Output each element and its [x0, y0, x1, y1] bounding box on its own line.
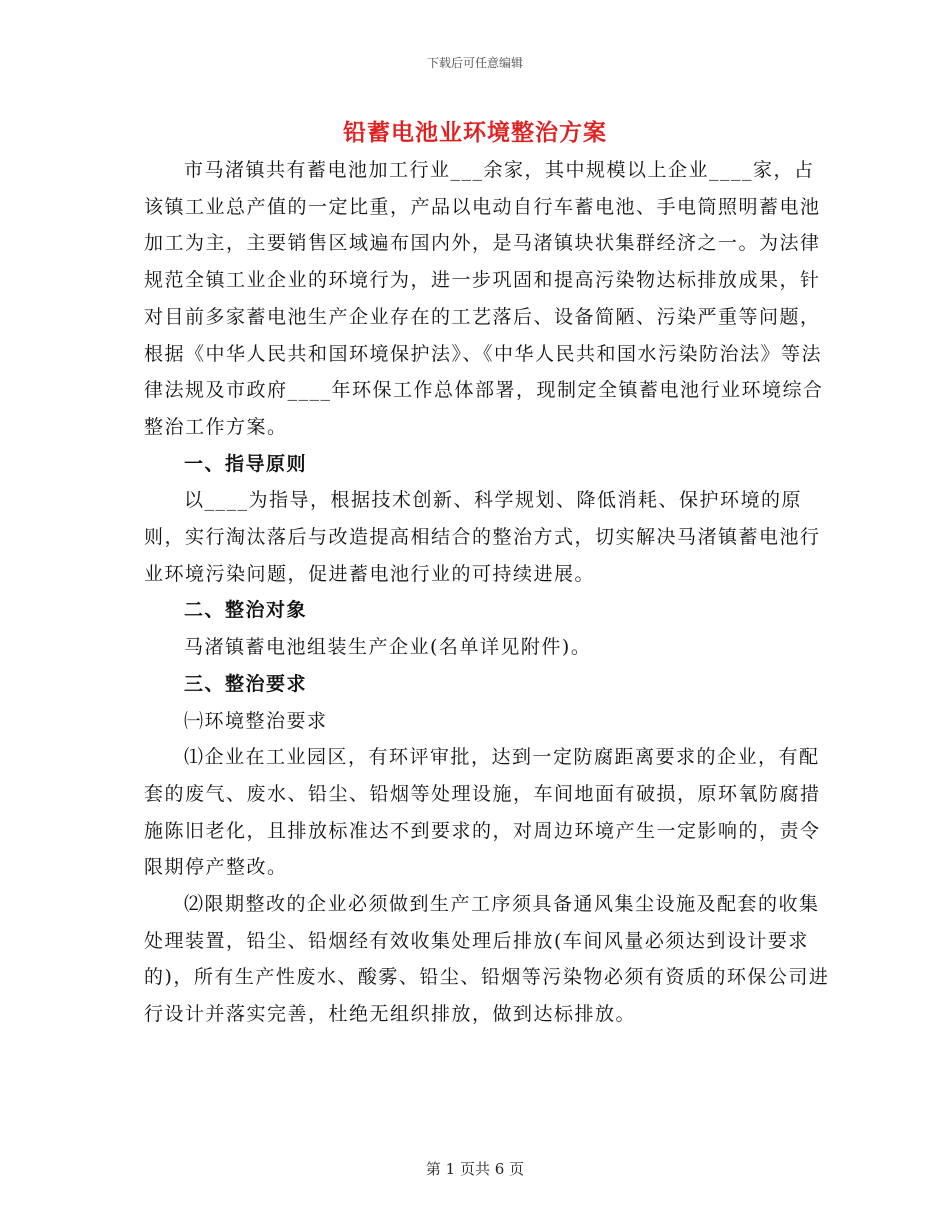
document-title: 铅蓄电池业环境整治方案: [343, 119, 607, 146]
paragraph-targets: 马渚镇蓄电池组装生产企业(名单详见附件)。: [184, 636, 592, 659]
section-heading-principles: 一、指导原则: [184, 452, 308, 475]
paragraph-requirement-2: ⑵限期整改的企业必须做到生产工序须具备通风集尘设施及配套的收集处理装置，铅尘、铅烟经有效收集处理后排放(车间风量必须达到设计要求的)，所有生产性废水、酸雾、铅尘、铅烟等污染物必须有资质的环保公司进行设计并落实完善，杜绝无组织排放，做到达标排放。: [144, 893, 830, 1026]
subsection-heading-environment: ㈠环境整治要求: [184, 709, 328, 732]
section-heading-requirements: 三、整治要求: [184, 672, 308, 695]
document-body: [144, 152, 834, 1033]
section-heading-targets: 二、整治对象: [184, 599, 308, 622]
page-footer: 第 1 页共 6 页: [425, 1160, 525, 1178]
page-header: 下载后可任意编辑: [426, 56, 523, 70]
paragraph-principles: 以____为指导，根据技术创新、科学规划、降低消耗、保护环境的原则，实行淘汰落后与改造提高相结合的整治方式，切实解决马渚镇蓄电池行业环境污染问题，促进蓄电池行业的可持续进展。: [144, 489, 821, 585]
paragraph-requirement-1: ⑴企业在工业园区，有环评审批，达到一定防腐距离要求的企业，有配套的废气、废水、铅尘、铅烟等处理设施，车间地面有破损，原环氧防腐措施陈旧老化，且排放标准达不到要求的，对周边环境产生一定影响的，责令限期停产整改。: [144, 746, 821, 879]
paragraph-intro: 市马渚镇共有蓄电池加工行业___余家，其中规模以上企业____家，占该镇工业总产值的一定比重，产品以电动自行车蓄电池、手电筒照明蓄电池加工为主，主要销售区域遍布国内外，是马渚镇块状集群经济之一。为法律规范全镇工业企业的环境行为，进一步巩固和提高污染物达标排放成果，针对目前多家蓄电池生产企业存在的工艺落后、设备简陋、污染严重等问题，根据《中华人民共和国环境保护法》、《中华人民共和国水污染防治法》等法律法规及市政府____年环保工作总体部署，现制定全镇蓄电池行业环境综合整治工作方案。: [144, 159, 824, 438]
